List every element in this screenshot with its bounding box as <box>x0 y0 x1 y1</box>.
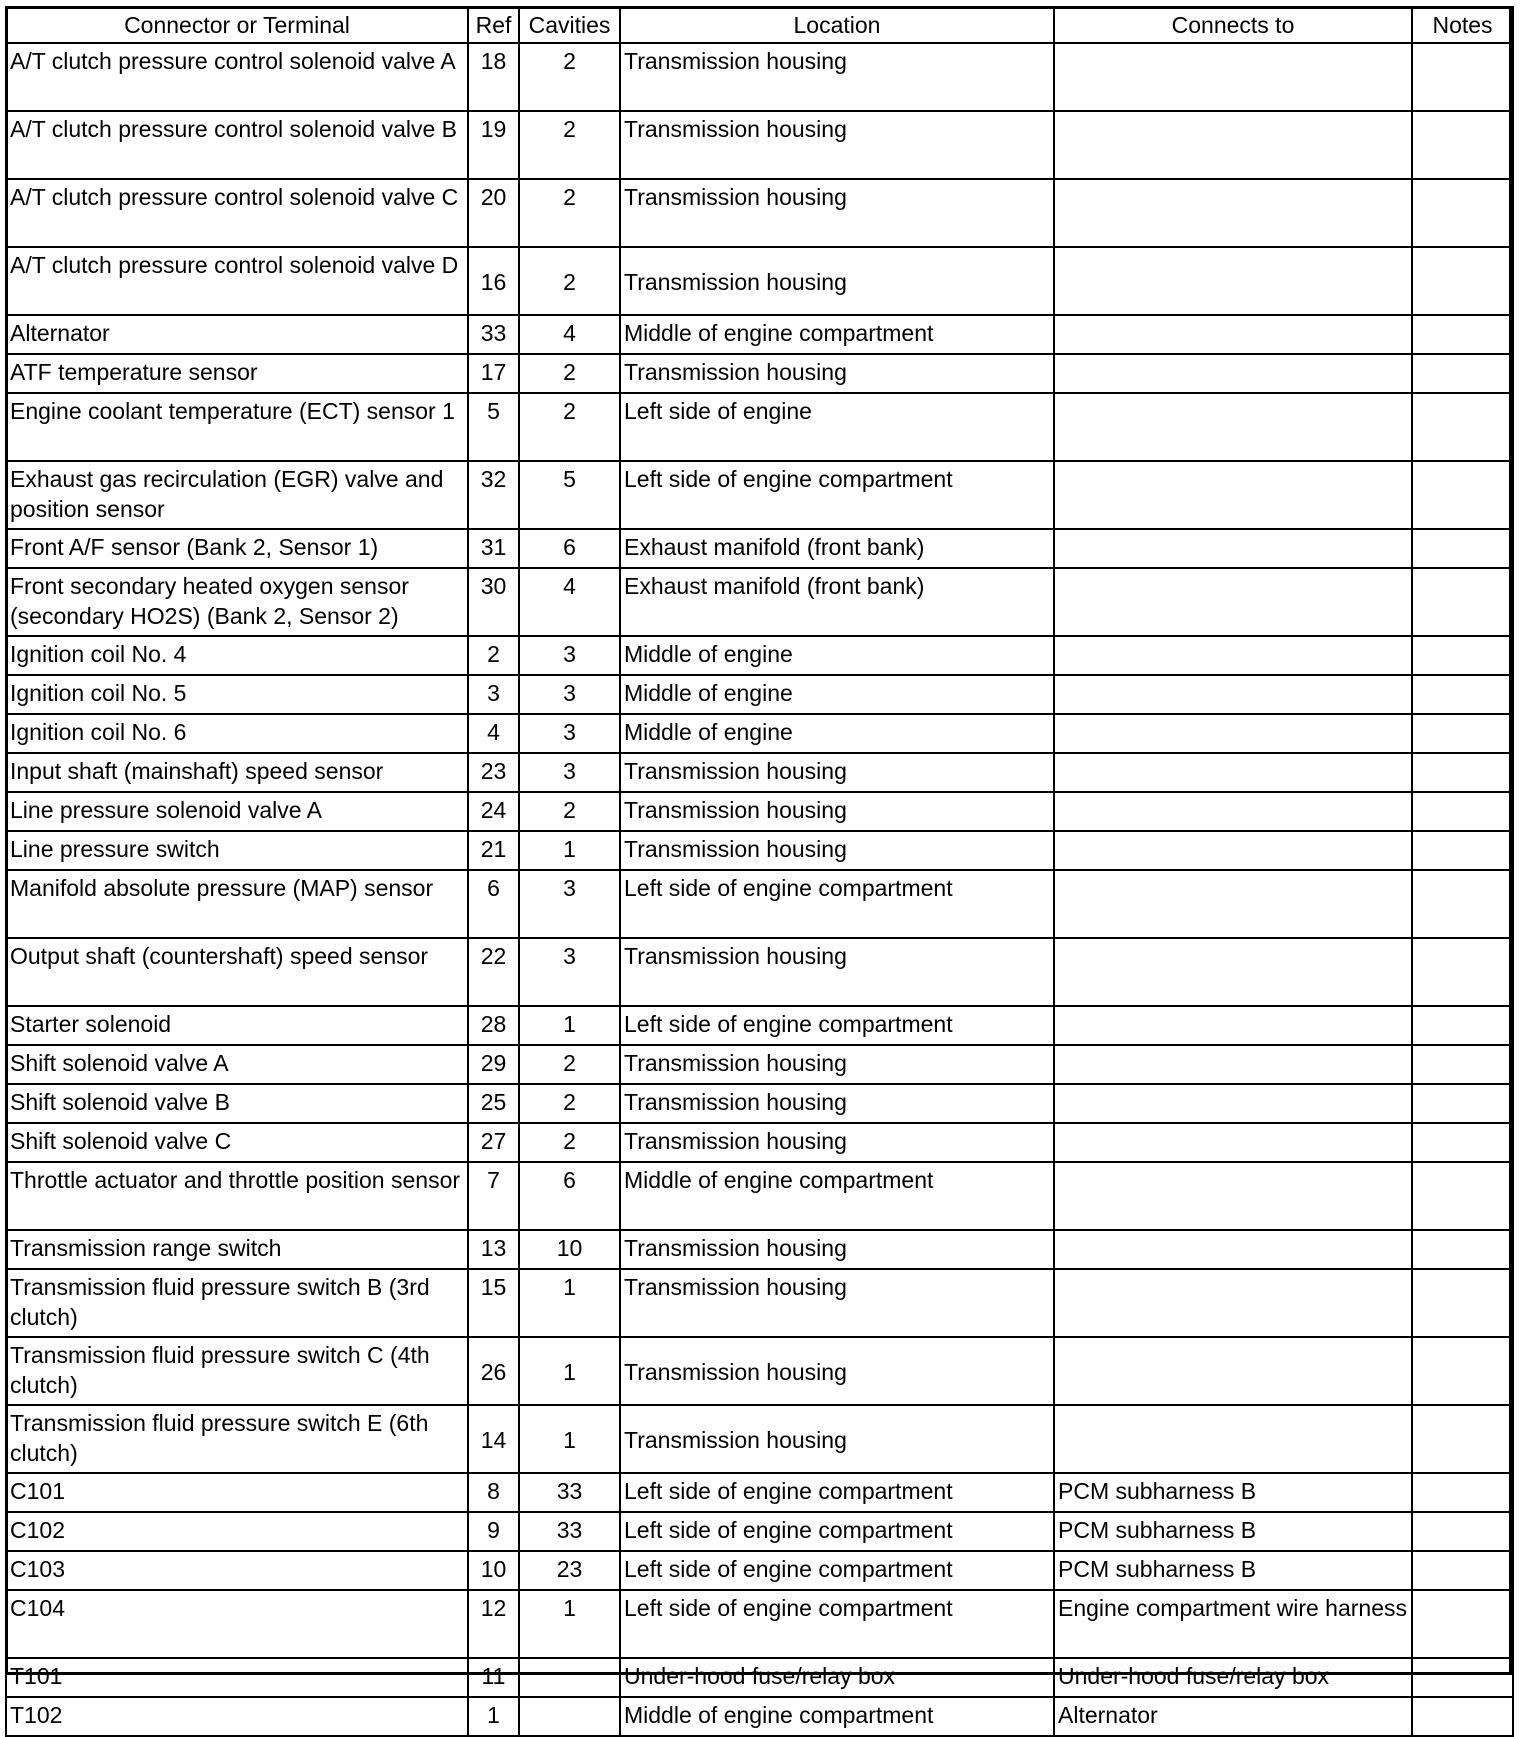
cell-cavities: 3 <box>519 870 620 938</box>
cell-connects-to <box>1054 529 1412 568</box>
col-header-ref: Ref <box>468 7 519 43</box>
cell-cavities: 3 <box>519 938 620 1006</box>
cell-connects-to <box>1054 43 1412 111</box>
cell-connects-to <box>1054 1269 1412 1337</box>
cell-cavities: 6 <box>519 529 620 568</box>
cell-ref: 27 <box>468 1123 519 1162</box>
cell-ref: 24 <box>468 792 519 831</box>
cell-location: Left side of engine compartment <box>620 1512 1054 1551</box>
cell-notes <box>1412 1658 1513 1697</box>
cell-location: Transmission housing <box>620 938 1054 1006</box>
table-row <box>6 1123 1513 1162</box>
cell-location: Transmission housing <box>620 1045 1054 1084</box>
cell-cavities: 2 <box>519 1084 620 1123</box>
cell-location: Left side of engine compartment <box>620 1590 1054 1658</box>
cell-location: Transmission housing <box>620 1337 1054 1405</box>
cell-connects-to <box>1054 753 1412 792</box>
cell-connects-to: Alternator <box>1054 1697 1412 1736</box>
cell-connects-to <box>1054 938 1412 1006</box>
cell-location: Transmission housing <box>620 111 1054 179</box>
table-row <box>6 1230 1513 1269</box>
cell-notes <box>1412 1551 1513 1590</box>
cell-notes <box>1412 111 1513 179</box>
cell-cavities: 2 <box>519 354 620 393</box>
cell-location: Transmission housing <box>620 247 1054 315</box>
cell-location: Transmission housing <box>620 1269 1054 1337</box>
table-row <box>6 461 1513 529</box>
cell-connector: Shift solenoid valve A <box>6 1045 468 1084</box>
cell-connector: Transmission range switch <box>6 1230 468 1269</box>
table-body <box>6 43 1513 1736</box>
cell-cavities: 4 <box>519 315 620 354</box>
cell-ref: 33 <box>468 315 519 354</box>
cell-notes <box>1412 870 1513 938</box>
cell-cavities <box>519 1658 620 1697</box>
cell-connector: C101 <box>6 1473 468 1512</box>
cell-ref: 26 <box>468 1337 519 1405</box>
cell-cavities: 33 <box>519 1473 620 1512</box>
cell-connector: Throttle actuator and throttle position sensor <box>6 1162 468 1230</box>
cell-notes <box>1412 1084 1513 1123</box>
cell-location: Left side of engine compartment <box>620 870 1054 938</box>
cell-cavities: 10 <box>519 1230 620 1269</box>
cell-connector: C104 <box>6 1590 468 1658</box>
cell-connects-to <box>1054 354 1412 393</box>
cell-connects-to <box>1054 1123 1412 1162</box>
table-row <box>6 247 1513 315</box>
table-row <box>6 393 1513 461</box>
cell-cavities: 3 <box>519 636 620 675</box>
cell-connector: A/T clutch pressure control solenoid valve D <box>6 247 468 315</box>
cell-location: Left side of engine compartment <box>620 1006 1054 1045</box>
cell-cavities: 23 <box>519 1551 620 1590</box>
cell-connects-to <box>1054 870 1412 938</box>
cell-notes <box>1412 1162 1513 1230</box>
table-row <box>6 179 1513 247</box>
cell-location: Middle of engine compartment <box>620 1697 1054 1736</box>
cell-connects-to <box>1054 1230 1412 1269</box>
table-row <box>6 1162 1513 1230</box>
cell-connects-to: PCM subharness B <box>1054 1473 1412 1512</box>
cell-connector: A/T clutch pressure control solenoid valve A <box>6 43 468 111</box>
cell-ref: 15 <box>468 1269 519 1337</box>
cell-cavities: 2 <box>519 43 620 111</box>
cell-connector: C103 <box>6 1551 468 1590</box>
table-row <box>6 529 1513 568</box>
cell-connector: Alternator <box>6 315 468 354</box>
cell-ref: 28 <box>468 1006 519 1045</box>
cell-cavities: 2 <box>519 179 620 247</box>
col-header-cavities: Cavities <box>519 7 620 43</box>
table-row <box>6 792 1513 831</box>
cell-cavities: 4 <box>519 568 620 636</box>
cell-connector: ATF temperature sensor <box>6 354 468 393</box>
cell-notes <box>1412 393 1513 461</box>
cell-connector: Starter solenoid <box>6 1006 468 1045</box>
table-row <box>6 753 1513 792</box>
cell-ref: 21 <box>468 831 519 870</box>
cell-connects-to <box>1054 714 1412 753</box>
cell-connector: Manifold absolute pressure (MAP) sensor <box>6 870 468 938</box>
cell-ref: 19 <box>468 111 519 179</box>
cell-location: Transmission housing <box>620 753 1054 792</box>
cell-location: Middle of engine compartment <box>620 315 1054 354</box>
cell-ref: 29 <box>468 1045 519 1084</box>
cell-notes <box>1412 354 1513 393</box>
cell-ref: 1 <box>468 1697 519 1736</box>
cell-connects-to <box>1054 393 1412 461</box>
cell-ref: 16 <box>468 247 519 315</box>
cell-cavities: 2 <box>519 247 620 315</box>
cell-connector: Front A/F sensor (Bank 2, Sensor 1) <box>6 529 468 568</box>
cell-notes <box>1412 636 1513 675</box>
cell-ref: 3 <box>468 675 519 714</box>
cell-connector: Exhaust gas recirculation (EGR) valve and position sensor <box>6 461 468 529</box>
col-header-notes: Notes <box>1412 7 1513 43</box>
cell-notes <box>1412 938 1513 1006</box>
cell-notes <box>1412 568 1513 636</box>
cell-ref: 12 <box>468 1590 519 1658</box>
cell-notes <box>1412 1337 1513 1405</box>
cell-location: Exhaust manifold (front bank) <box>620 529 1054 568</box>
cell-ref: 20 <box>468 179 519 247</box>
cell-connects-to <box>1054 792 1412 831</box>
cell-connects-to <box>1054 111 1412 179</box>
cell-location: Transmission housing <box>620 43 1054 111</box>
cell-cavities <box>519 1697 620 1736</box>
cell-ref: 6 <box>468 870 519 938</box>
table-row <box>6 714 1513 753</box>
table-row <box>6 636 1513 675</box>
cell-connects-to <box>1054 568 1412 636</box>
cell-ref: 11 <box>468 1658 519 1697</box>
cell-connects-to <box>1054 1006 1412 1045</box>
cell-ref: 17 <box>468 354 519 393</box>
cell-connector: A/T clutch pressure control solenoid valve B <box>6 111 468 179</box>
cell-ref: 5 <box>468 393 519 461</box>
cell-location: Transmission housing <box>620 354 1054 393</box>
cell-connects-to <box>1054 1084 1412 1123</box>
cell-location: Transmission housing <box>620 179 1054 247</box>
cell-ref: 9 <box>468 1512 519 1551</box>
cell-location: Middle of engine <box>620 675 1054 714</box>
cell-notes <box>1412 179 1513 247</box>
col-header-connector: Connector or Terminal <box>6 7 468 43</box>
cell-connector: Output shaft (countershaft) speed sensor <box>6 938 468 1006</box>
cell-connector: Transmission fluid pressure switch B (3rd clutch) <box>6 1269 468 1337</box>
cell-connector: Shift solenoid valve B <box>6 1084 468 1123</box>
table-row <box>6 111 1513 179</box>
cell-connector: Line pressure solenoid valve A <box>6 792 468 831</box>
connector-table <box>5 6 1514 1737</box>
cell-notes <box>1412 1590 1513 1658</box>
cell-notes <box>1412 714 1513 753</box>
cell-ref: 7 <box>468 1162 519 1230</box>
cell-notes <box>1412 315 1513 354</box>
cell-cavities: 1 <box>519 831 620 870</box>
cell-notes <box>1412 1697 1513 1736</box>
cell-ref: 14 <box>468 1405 519 1473</box>
cell-connects-to <box>1054 247 1412 315</box>
cell-connector: T101 <box>6 1658 468 1697</box>
cell-cavities: 1 <box>519 1590 620 1658</box>
table-row <box>6 1473 1513 1512</box>
cell-location: Exhaust manifold (front bank) <box>620 568 1054 636</box>
cell-connects-to <box>1054 315 1412 354</box>
cell-notes <box>1412 529 1513 568</box>
cell-connects-to <box>1054 179 1412 247</box>
cell-location: Transmission housing <box>620 1405 1054 1473</box>
cell-ref: 22 <box>468 938 519 1006</box>
table-row <box>6 1405 1513 1473</box>
cell-connector: Transmission fluid pressure switch E (6th clutch) <box>6 1405 468 1473</box>
cell-ref: 4 <box>468 714 519 753</box>
table-row <box>6 1512 1513 1551</box>
cell-connects-to <box>1054 675 1412 714</box>
cell-connector: T102 <box>6 1697 468 1736</box>
cell-notes <box>1412 1045 1513 1084</box>
cell-notes <box>1412 1269 1513 1337</box>
cell-connects-to: PCM subharness B <box>1054 1551 1412 1590</box>
cell-connector: Shift solenoid valve C <box>6 1123 468 1162</box>
cell-ref: 2 <box>468 636 519 675</box>
cell-ref: 31 <box>468 529 519 568</box>
cell-cavities: 3 <box>519 714 620 753</box>
cell-location: Left side of engine compartment <box>620 461 1054 529</box>
cell-notes <box>1412 1006 1513 1045</box>
cell-notes <box>1412 831 1513 870</box>
cell-notes <box>1412 675 1513 714</box>
cell-connects-to <box>1054 1162 1412 1230</box>
cell-location: Left side of engine compartment <box>620 1551 1054 1590</box>
cell-cavities: 2 <box>519 111 620 179</box>
cell-cavities: 6 <box>519 1162 620 1230</box>
cell-cavities: 2 <box>519 393 620 461</box>
col-header-location: Location <box>620 7 1054 43</box>
cell-location: Transmission housing <box>620 1123 1054 1162</box>
cell-cavities: 1 <box>519 1405 620 1473</box>
cell-notes <box>1412 1512 1513 1551</box>
cell-location: Under-hood fuse/relay box <box>620 1658 1054 1697</box>
cell-connector: Transmission fluid pressure switch C (4th clutch) <box>6 1337 468 1405</box>
table-row <box>6 1006 1513 1045</box>
cell-notes <box>1412 1230 1513 1269</box>
table-row <box>6 354 1513 393</box>
cell-ref: 30 <box>468 568 519 636</box>
table-row <box>6 315 1513 354</box>
cell-cavities: 3 <box>519 753 620 792</box>
cell-connects-to <box>1054 636 1412 675</box>
cell-ref: 23 <box>468 753 519 792</box>
cell-ref: 10 <box>468 1551 519 1590</box>
cell-cavities: 33 <box>519 1512 620 1551</box>
table-row <box>6 870 1513 938</box>
table-row <box>6 1551 1513 1590</box>
cell-ref: 32 <box>468 461 519 529</box>
cell-location: Left side of engine compartment <box>620 1473 1054 1512</box>
table-row <box>6 831 1513 870</box>
cell-connector: Front secondary heated oxygen sensor (secondary HO2S) (Bank 2, Sensor 2) <box>6 568 468 636</box>
col-header-connects-to: Connects to <box>1054 7 1412 43</box>
table-row <box>6 1337 1513 1405</box>
cell-connector: Engine coolant temperature (ECT) sensor 1 <box>6 393 468 461</box>
cell-cavities: 1 <box>519 1269 620 1337</box>
cell-location: Transmission housing <box>620 1084 1054 1123</box>
cell-connects-to: PCM subharness B <box>1054 1512 1412 1551</box>
cell-ref: 8 <box>468 1473 519 1512</box>
cell-connector: C102 <box>6 1512 468 1551</box>
cell-ref: 18 <box>468 43 519 111</box>
cell-notes <box>1412 1123 1513 1162</box>
table-row <box>6 1658 1513 1697</box>
table-row <box>6 1590 1513 1658</box>
cell-location: Middle of engine compartment <box>620 1162 1054 1230</box>
cell-connects-to <box>1054 461 1412 529</box>
cell-notes <box>1412 1473 1513 1512</box>
cell-cavities: 1 <box>519 1006 620 1045</box>
cell-ref: 13 <box>468 1230 519 1269</box>
cell-connects-to <box>1054 1045 1412 1084</box>
cell-connector: Input shaft (mainshaft) speed sensor <box>6 753 468 792</box>
cell-notes <box>1412 43 1513 111</box>
table-row <box>6 1269 1513 1337</box>
cell-connector: Ignition coil No. 4 <box>6 636 468 675</box>
cell-connector: Ignition coil No. 5 <box>6 675 468 714</box>
cell-cavities: 2 <box>519 792 620 831</box>
table-row <box>6 568 1513 636</box>
table-row <box>6 43 1513 111</box>
cell-notes <box>1412 1405 1513 1473</box>
cell-location: Transmission housing <box>620 792 1054 831</box>
cell-connector: A/T clutch pressure control solenoid valve C <box>6 179 468 247</box>
table-row <box>6 675 1513 714</box>
cell-notes <box>1412 247 1513 315</box>
cell-notes <box>1412 753 1513 792</box>
cell-location: Transmission housing <box>620 831 1054 870</box>
table-row <box>6 1697 1513 1736</box>
cell-ref: 25 <box>468 1084 519 1123</box>
cell-cavities: 5 <box>519 461 620 529</box>
cell-connects-to <box>1054 1405 1412 1473</box>
cell-connects-to: Engine compartment wire harness <box>1054 1590 1412 1658</box>
cell-connector: Ignition coil No. 6 <box>6 714 468 753</box>
cell-cavities: 2 <box>519 1123 620 1162</box>
cell-location: Middle of engine <box>620 636 1054 675</box>
cell-cavities: 1 <box>519 1337 620 1405</box>
cell-connects-to: Under-hood fuse/relay box <box>1054 1658 1412 1697</box>
cell-notes <box>1412 461 1513 529</box>
cell-connects-to <box>1054 1337 1412 1405</box>
cell-location: Left side of engine <box>620 393 1054 461</box>
cell-location: Middle of engine <box>620 714 1054 753</box>
cell-cavities: 2 <box>519 1045 620 1084</box>
cell-cavities: 3 <box>519 675 620 714</box>
cell-connector: Line pressure switch <box>6 831 468 870</box>
table-row <box>6 938 1513 1006</box>
header-row <box>6 7 1513 43</box>
table-row <box>6 1045 1513 1084</box>
table-row <box>6 1084 1513 1123</box>
cell-notes <box>1412 792 1513 831</box>
cell-connects-to <box>1054 831 1412 870</box>
cell-location: Transmission housing <box>620 1230 1054 1269</box>
